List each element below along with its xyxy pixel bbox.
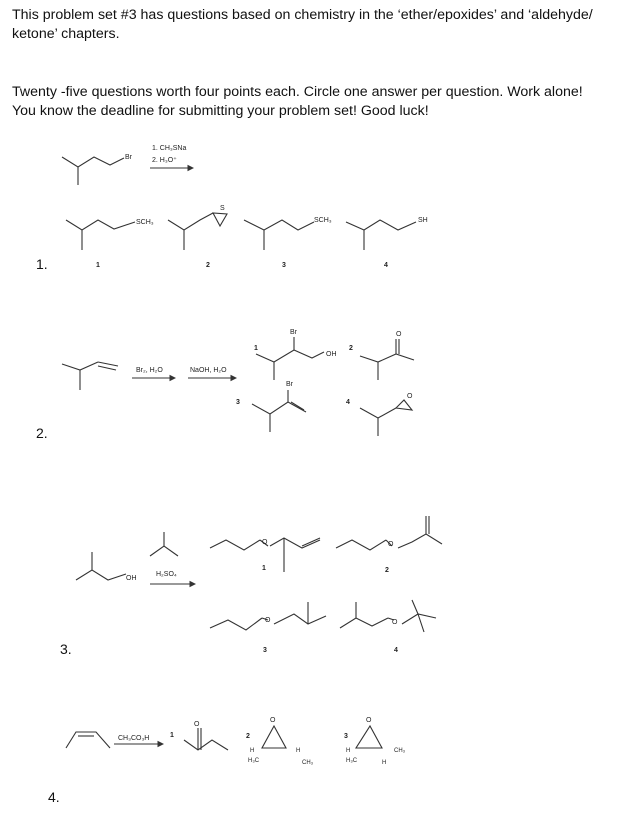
question-3-reactant xyxy=(76,552,137,582)
question-3-number: 3. xyxy=(60,641,72,657)
q2-choice-2: 2 xyxy=(349,345,353,352)
q1-answer-4-label: SH xyxy=(418,217,428,224)
intro-line-1: This problem set #3 has questions based on chemistry in the ‘ether/epoxides’ and ‘aldehyde/ xyxy=(12,7,593,23)
q4-answer-2 xyxy=(246,717,314,766)
question-1-reactant xyxy=(62,154,133,185)
q4-answer-3-ch3: CH₃ xyxy=(394,748,406,754)
q3-answer-3 xyxy=(210,602,326,654)
question-4-arrow xyxy=(114,735,163,744)
q3-answer-3-o: O xyxy=(265,617,271,624)
q4-answer-3-o: O xyxy=(366,717,372,724)
q4-choice-1: 1 xyxy=(170,732,174,739)
q4-choice-3: 3 xyxy=(344,733,348,740)
question-3-arrow xyxy=(150,532,195,584)
question-2-arrows xyxy=(132,367,236,378)
q4-answer-1-o: O xyxy=(194,721,200,728)
q1-reagent-bottom: 2. H₃O⁺ xyxy=(152,157,177,164)
q2-answer-4 xyxy=(346,393,413,436)
q1-reagent-top: 1. CH₃SNa xyxy=(152,145,187,152)
question-1-arrow xyxy=(150,145,193,168)
q2-answer-1-oh: OH xyxy=(326,351,337,358)
q2-answer-2-o: O xyxy=(396,331,402,338)
q3-answer-2 xyxy=(336,516,442,574)
q2-answer-2 xyxy=(360,331,414,380)
q4-answer-2-ch3: CH₃ xyxy=(302,760,314,766)
q2-answer-4-o: O xyxy=(407,393,413,400)
q3-choice-4: 4 xyxy=(394,647,398,654)
q2-reagent-2: NaOH, H₂O xyxy=(190,367,227,374)
q1-choice-4: 4 xyxy=(384,262,388,269)
question-2-reactant xyxy=(62,362,118,390)
q3-choice-2: 2 xyxy=(385,567,389,574)
q1-answer-1-label: SCH₃ xyxy=(136,219,154,226)
q4-answer-3-h3c: H₃C xyxy=(346,758,358,764)
question-2-number: 2. xyxy=(36,425,48,441)
intro-line-3: Twenty -five questions worth four points each. Circle one answer per question. Work alone! xyxy=(12,84,583,100)
intro-line-4: You know the deadline for submitting your problem set! Good luck! xyxy=(12,103,429,119)
q4-reagent: CH₃CO₃H xyxy=(118,735,150,742)
q1-choice-1: 1 xyxy=(96,262,100,269)
q1-reactant-br-label: Br xyxy=(125,154,132,161)
q4-answer-2-h3c: H₃C xyxy=(248,758,260,764)
q1-answer-1 xyxy=(66,219,154,269)
q2-answer-3 xyxy=(236,381,306,432)
q4-choice-2: 2 xyxy=(246,733,250,740)
q1-answer-3 xyxy=(244,217,332,269)
q4-answer-3 xyxy=(344,717,406,766)
q2-choice-4: 4 xyxy=(346,399,350,406)
q2-choice-3: 3 xyxy=(236,399,240,406)
q2-reagent-1: Br₂, H₂O xyxy=(136,367,163,374)
q1-choice-2: 2 xyxy=(206,262,210,269)
question-1-number: 1. xyxy=(36,256,48,272)
q4-answer-3-h-left: H xyxy=(346,748,351,754)
q2-choice-1: 1 xyxy=(254,345,258,352)
q1-answer-3-label: SCH₃ xyxy=(314,217,332,224)
intro-line-2: ketone’ chapters. xyxy=(12,26,120,42)
q3-answer-4 xyxy=(340,600,436,654)
q1-answer-2-s-label: S xyxy=(220,205,225,212)
q3-answer-2-o: O xyxy=(388,541,394,548)
q3-choice-3: 3 xyxy=(263,647,267,654)
q3-answer-1 xyxy=(210,538,320,572)
q2-answer-3-br: Br xyxy=(286,381,293,388)
q3-choice-1: 1 xyxy=(262,565,266,572)
q4-answer-3-h-right: H xyxy=(382,760,387,766)
q2-answer-1 xyxy=(254,329,353,380)
q2-answer-1-br: Br xyxy=(290,329,297,336)
q3-answer-1-o: O xyxy=(262,539,268,546)
q4-answer-2-h-right: H xyxy=(296,748,301,754)
q1-answer-4 xyxy=(346,217,428,269)
q1-answer-2 xyxy=(168,205,227,269)
q3-reactant-oh: OH xyxy=(126,575,137,582)
q4-answer-2-o: O xyxy=(270,717,276,724)
q4-answer-1 xyxy=(170,721,228,750)
q4-answer-2-h-left: H xyxy=(250,748,255,754)
question-4-number: 4. xyxy=(48,789,60,805)
q1-choice-3: 3 xyxy=(282,262,286,269)
q3-answer-4-o: O xyxy=(392,619,398,626)
question-4-reactant xyxy=(66,732,110,748)
q3-reagent: H₂SO₄ xyxy=(156,571,177,578)
